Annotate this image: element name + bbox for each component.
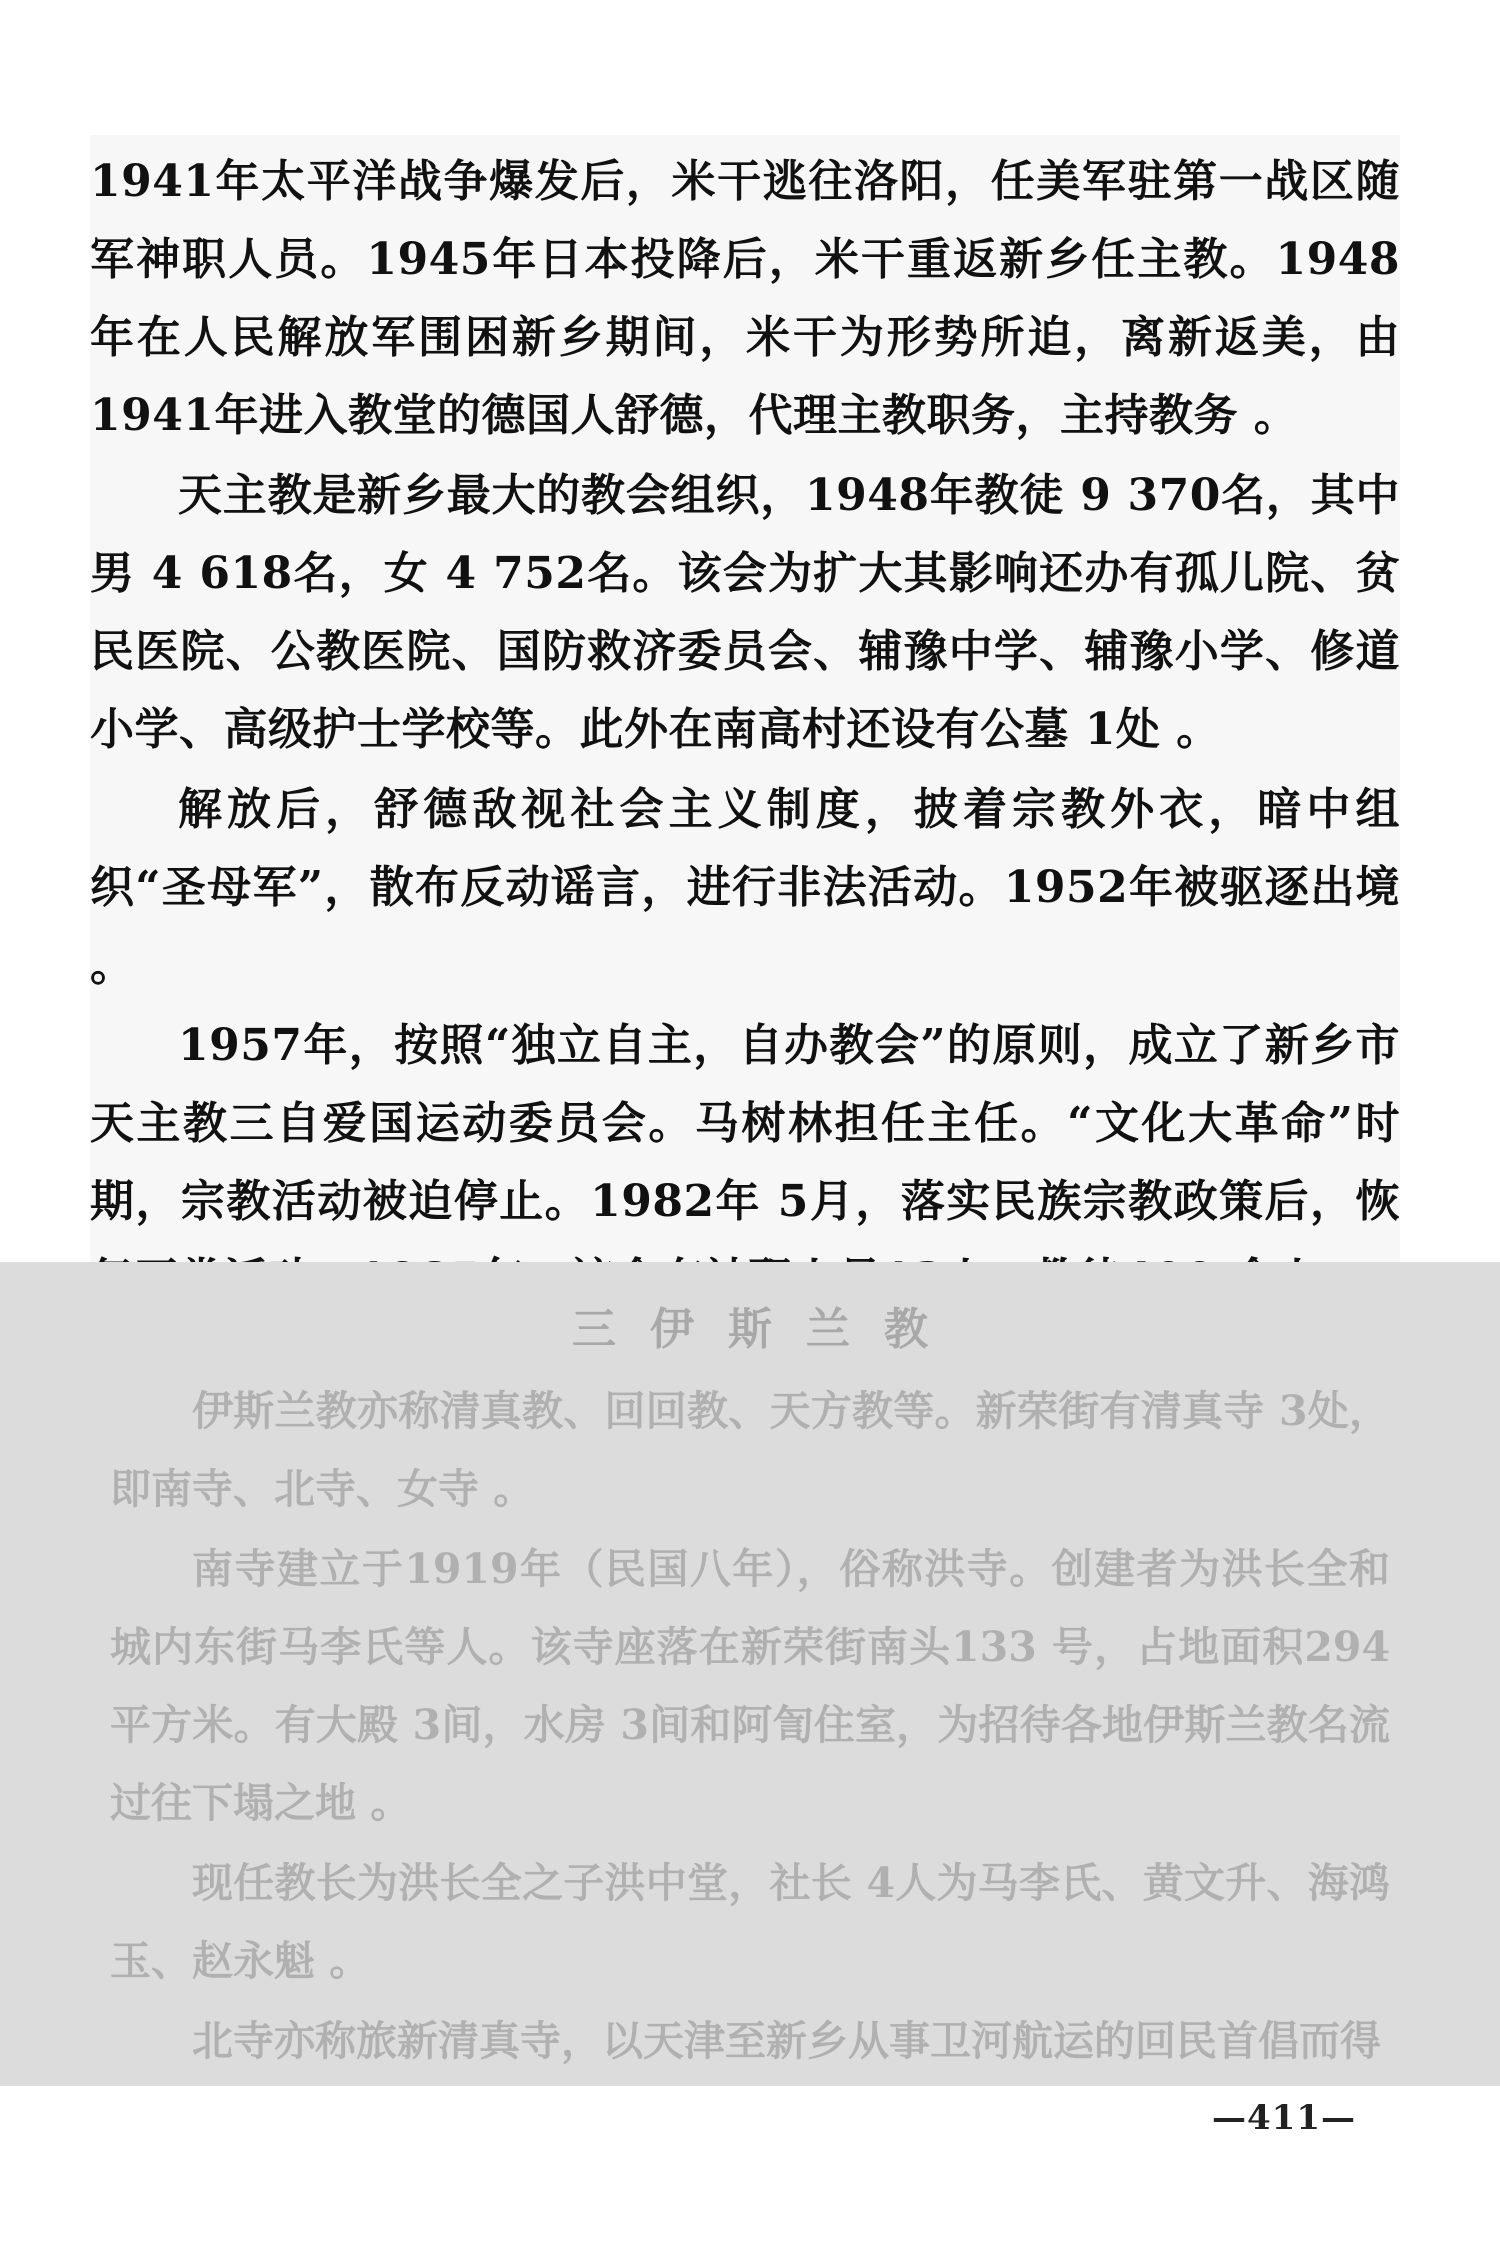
paragraph-catholic-history: 1941年太平洋战争爆发后，米干逃往洛阳，任美军驻第一战区随军神职人员。1945年日本投降后，米干重返新乡任主教。1948年在人民解放军围困新乡期间，米干为形势所迫，离新返美，由1941年进入教堂的德国人舒德，代理主教职务，主持教务 。 — [90, 156, 1400, 441]
paragraph-islam-intro: 伊斯兰教亦称清真教、回回教、天方教等。新荣街有清真寺 3处，即南寺、北寺、女寺 。 — [110, 1387, 1390, 1513]
paragraph-north-mosque: 北寺亦称旅新清真寺，以天津至新乡从事卫河航运的回民首倡而得 — [192, 2017, 1381, 2065]
islam-section — [0, 1262, 1500, 2086]
paragraph-south-mosque: 南寺建立于1919年（民国八年），俗称洪寺。创建者为洪长全和城内东街马李氏等人。该寺座落在新荣街南头133 号，占地面积294 平方米。有大殿 3间，水房 3间和阿訇住室，为招待各地伊斯兰教名流过往下塌之地 。 — [110, 1545, 1390, 1827]
paragraph-current-leaders: 现任教长为洪长全之子洪中堂，社长 4人为马李氏、黄文升、海鸿玉、赵永魁 。 — [110, 1859, 1390, 1985]
page-number: —411— — [1212, 2098, 1356, 2138]
paragraph-catholic-organization: 天主教是新乡最大的教会组织，1948年教徒 9 370名，其中男 4 618名，女 4 752名。该会为扩大其影响还办有孤儿院、贫民医院、公教医院、国防救济委员会、辅豫中学、辅豫小学、修道小学、高级护士学校等。此外在南高村还设有公墓 1处 。 — [90, 470, 1400, 755]
islam-section-content — [110, 1300, 1390, 2080]
paragraph-post-liberation: 解放后，舒德敌视社会主义制度，披着宗教外衣，暗中组织“圣母军”，散布反动谣言，进行非法活动。1952年被驱逐出境 。 — [90, 784, 1400, 991]
section-title: 三伊斯兰教 — [572, 1304, 962, 1355]
main-text-block — [90, 135, 1400, 1319]
paragraph-patriotic-committee: 1957年，按照“独立自主，自办教会”的原则，成立了新乡市天主教三自爱国运动委员会。马树林担任主任。“文化大革命”时期，宗教活动被迫停止。1982年 5月，落实民族宗教政策后，恢 — [90, 1020, 1400, 1227]
